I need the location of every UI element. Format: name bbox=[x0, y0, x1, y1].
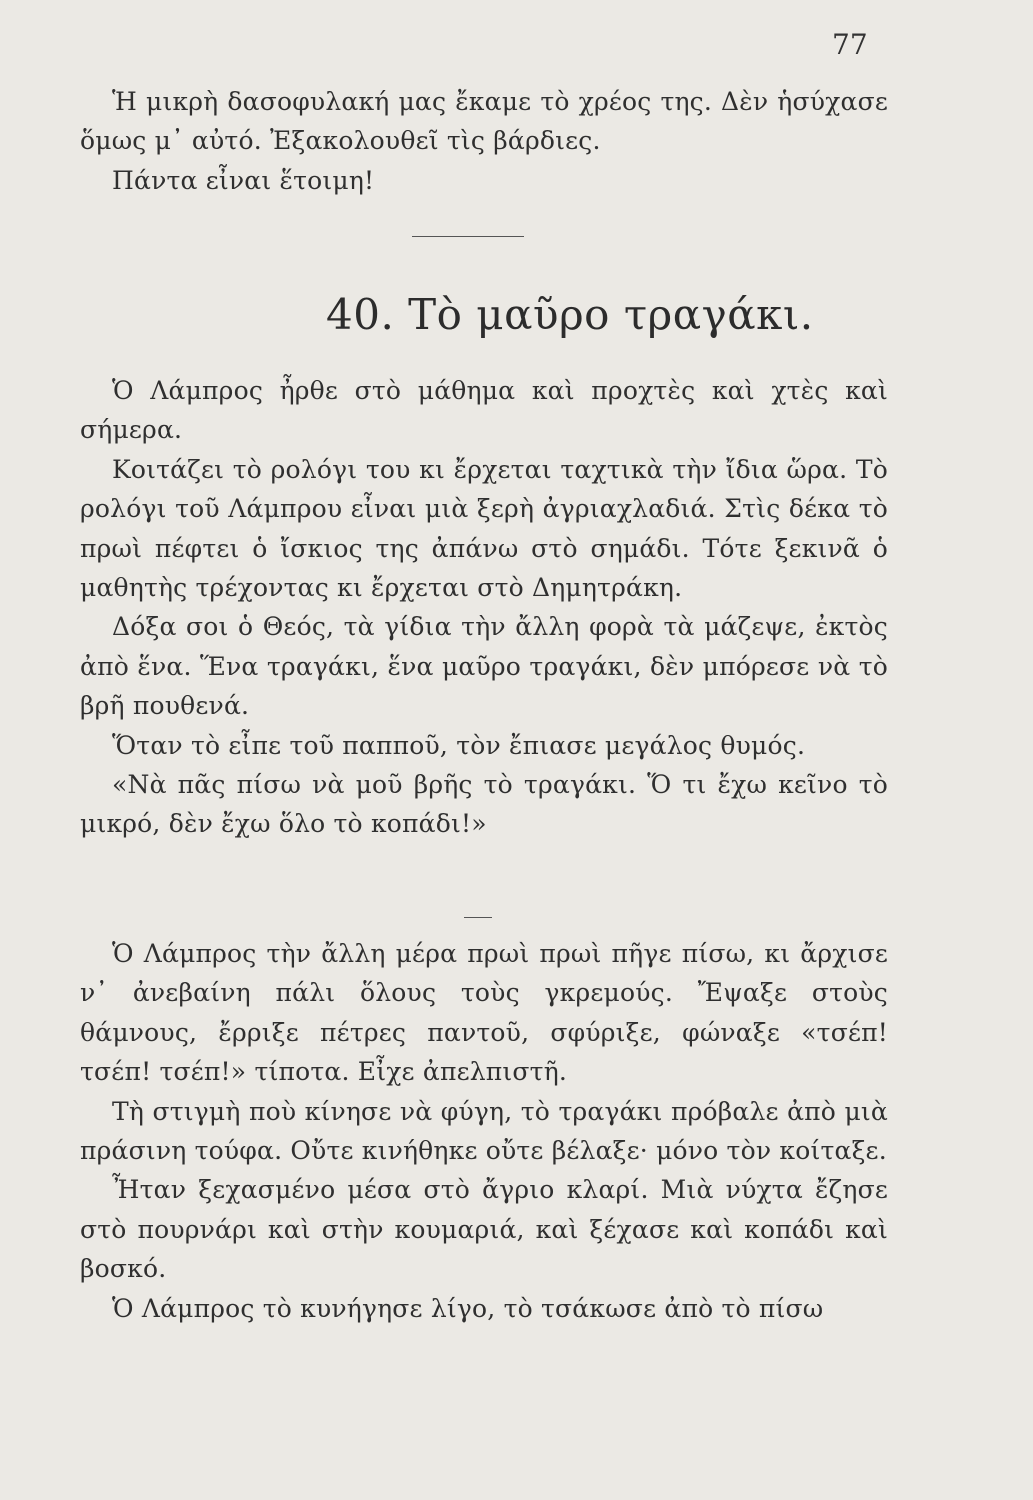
paragraph: Δόξα σοι ὁ Θεός, τὰ γίδια τὴν ἄλλη φορὰ τὰ μάζεψε, ἐκτὸς ἀπὸ ἕνα. Ἕνα τραγάκι, ἕνα μαῦρο τραγάκι, δὲν μπόρεσε νὰ τὸ βρῆ πουθενά. bbox=[80, 612, 888, 721]
paragraph: Πάντα εἶναι ἕτοιμη! bbox=[112, 165, 375, 195]
text-block-chapter-part-2 bbox=[80, 934, 888, 1328]
paragraph: Ἦταν ξεχασμένο μέσα στὸ ἄγριο κλαρί. Μιὰ νύχτα ἔζησε στὸ πουρνάρι καὶ στὴν κουμαριά, καὶ ξέχασε καὶ κοπάδι καὶ βοσκό. bbox=[80, 1175, 888, 1284]
section-divider bbox=[412, 236, 524, 237]
paragraph: Τὴ στιγμὴ ποὺ κίνησε νὰ φύγη, τὸ τραγάκι πρόβαλε ἀπὸ μιὰ πράσινη τούφα. Οὔτε κινήθηκε οὔτε βέλαξε· μόνο τὸν κοίταξε. bbox=[80, 1096, 888, 1166]
chapter-title: 40. Τὸ μαῦρο τραγάκι. bbox=[326, 290, 814, 339]
paragraph: Ὅταν τὸ εἶπε τοῦ παπποῦ, τὸν ἔπιασε μεγάλος θυμός. bbox=[112, 730, 806, 760]
paragraph: Ἡ μικρὴ δασοφυλακή μας ἔκαμε τὸ χρέος της. Δὲν ἡσύχασε ὅμως μ᾽ αὐτό. Ἐξακολουθεῖ τὶς βάρδιες. bbox=[80, 87, 888, 156]
scene-divider bbox=[464, 917, 492, 918]
paragraph: Ὁ Λάμπρος τὴν ἄλλη μέρα πρωὶ πρωὶ πῆγε πίσω, κι ἄρχισε ν᾽ ἀνεβαίνη πάλι ὅλους τοὺς γκρεμούς. Ἔψαξε στοὺς θάμνους, ἔρριξε πέτρες παντοῦ, σφύριξε, φώναξε «τσέπ! τσέπ! τσέπ!» τίποτα. Εἶχε ἀπελπιστῆ. bbox=[80, 939, 888, 1087]
text-block-previous-story bbox=[80, 82, 888, 200]
page-number: 77 bbox=[832, 28, 868, 61]
paragraph: Ὁ Λάμπρος ἦρθε στὸ μάθημα καὶ προχτὲς καὶ χτὲς καὶ σήμερα. bbox=[80, 376, 888, 445]
paragraph: Ὁ Λάμπρος τὸ κυνήγησε λίγο, τὸ τσάκωσε ἀπὸ τὸ πίσω bbox=[112, 1293, 824, 1323]
paragraph: «Νὰ πᾶς πίσω νὰ μοῦ βρῆς τὸ τραγάκι. Ὅ τι ἔχω κεῖνο τὸ μικρό, δὲν ἔχω ὅλο τὸ κοπάδι!» bbox=[80, 770, 888, 839]
paragraph: Κοιτάζει τὸ ρολόγι του κι ἔρχεται ταχτικὰ τὴν ἴδια ὥρα. Τὸ ρολόγι τοῦ Λάμπρου εἶναι μιὰ ξερὴ ἀγριαχλαδιά. Στὶς δέκα τὸ πρωὶ πέφτει ὁ ἴσκιος της ἀπάνω στὸ σημάδι. Τότε ξεκινᾶ ὁ μαθητὴς τρέχοντας κι ἔρχεται στὸ Δημητράκη. bbox=[80, 454, 888, 603]
text-block-chapter-part-1 bbox=[80, 371, 888, 844]
